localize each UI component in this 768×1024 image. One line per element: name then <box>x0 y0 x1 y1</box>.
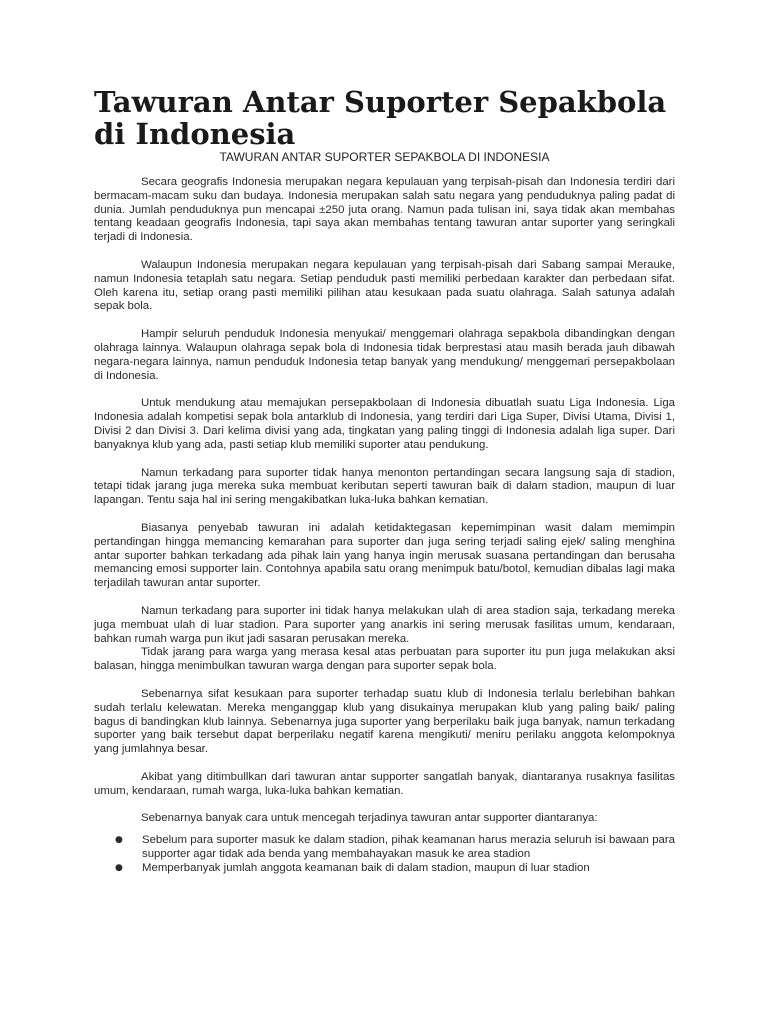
paragraph: Tidak jarang para warga yang merasa kesal atas perbuatan para suporter itu pun juga melakukan aksi balasan, hingga menimbulkan tawuran warga dengan para suporter sepak bola. <box>94 646 675 673</box>
paragraph: Biasanya penyebab tawuran ini adalah ketidaktegasan kepemimpinan wasit dalam memimpin pertandingan hingga memancing kemarahan para suporter dan juga sering terjadi saling ejek/ saling menghina antar suporter bahkan terkadang ada pihak lain yang hanya ingin merusak suasana pertandingan dan berusaha memancing emosi supporter lain. Contohnya apabila satu orang menimpuk batu/botol, kemudian dibalas lagi maka terjadilah tawuran antar suporter. <box>94 521 675 590</box>
paragraph: Untuk mendukung atau memajukan persepakbolaan di Indonesia dibuatlah suatu Liga Indonesia. Liga Indonesia adalah kompetisi sepak bola antarklub di Indonesia, yang terdiri dari Liga Super, Divisi Utama, Divisi 1, Divisi 2 dan Divisi 3. Dari kelima divisi yang ada, tingkatan yang paling tinggi di Indonesia adalah liga super. Dari banyaknya klub yang ada, pasti setiap klub memiliki suporter atau pendukung. <box>94 397 675 451</box>
bullet-icon: ● <box>115 862 123 873</box>
document-subtitle: TAWURAN ANTAR SUPORTER SEPAKBOLA DI INDONESIA <box>219 150 550 164</box>
paragraph: Namun terkadang para suporter ini tidak hanya melakukan ulah di area stadion saja, terkadang mereka juga membuat ulah di luar stadion. Para suporter yang anarkis ini sering merusak fasilitas umum, kendaraan, bahkan rumah warga pun ikut jadi sasaran perusakan mereka. <box>94 604 675 645</box>
list-item <box>94 834 675 862</box>
paragraph: Hampir seluruh penduduk Indonesia menyukai/ menggemari olahraga sepakbola dibandingkan dengan olahraga lainnya. Walaupun olahraga sepak bola di Indonesia tidak berprestasi atau masih berada jauh dibawah negara-negara lainnya, namun penduduk Indonesia tetap banyak yang mendukung/ menggemari persepakbolaan di Indonesia. <box>94 328 675 382</box>
paragraph: Namun terkadang para suporter tidak hanya menonton pertandingan secara langsung saja di stadion, tetapi tidak jarang juga mereka suka membuat keributan seperti tawuran baik di dalam stadion, maupun di luar lapangan. Tentu saja hal ini sering mengakibatkan luka-luka bahkan kematian. <box>94 466 675 507</box>
bullet-icon: ● <box>115 835 123 846</box>
document-content <box>94 86 675 876</box>
bullet-list <box>94 834 675 875</box>
paragraph: Secara geografis Indonesia merupakan negara kepulauan yang terpisah-pisah dan Indonesia terdiri dari bermacam-macam suku dan budaya. Indonesia merupakan salah satu negara yang penduduknya paling padat di dunia. Jumlah penduduknya pun mencapai ±250 juta orang. Namun pada tulisan ini, saya tidak akan membahas tentang keadaan geografis Indonesia, tapi saya akan membahas tentang tawuran antar suporter yang seringkali terjadi di Indonesia. <box>94 176 675 244</box>
paragraph: Sebenarnya banyak cara untuk mencegah terjadinya tawuran antar supporter diantaranya: <box>141 812 598 825</box>
list-item <box>94 862 675 876</box>
list-item-text: Sebelum para suporter masuk ke dalam stadion, pihak keamanan harus merazia seluruh isi bawaan para supporter agar tidak ada benda yang membahayakan masuk ke area stadion <box>142 834 675 861</box>
paragraph: Akibat yang ditimbullkan dari tawuran antar supporter sangatlah banyak, diantaranya rusaknya fasilitas umum, kendaraan, rumah warga, luka-luka bahkan kematian. <box>94 770 675 797</box>
list-item-text: Memperbanyak jumlah anggota keamanan baik di dalam stadion, maupun di luar stadion <box>142 861 590 874</box>
paragraph: Walaupun Indonesia merupakan negara kepulauan yang terpisah-pisah dari Sabang sampai Merauke, namun Indonesia tetaplah satu negara. Setiap penduduk pasti memiliki perbedaan karakter dan perbedaan sifat. Oleh karena itu, setiap orang pasti memiliki pilihan atau kesukaan pada suatu olahraga. Salah satunya adalah sepak bola. <box>94 258 675 313</box>
page-title: Tawuran Antar Suporter Sepakbola di Indonesia <box>94 85 667 151</box>
paragraph: Sebenarnya sifat kesukaan para suporter terhadap suatu klub di Indonesia terlalu berlebihan bahkan sudah terlalu kelewatan. Mereka menganggap klub yang disukainya merupakan klub yang paling baik/ paling bagus di bandingkan klub lainnya. Sebenarnya juga suporter yang berperilaku baik juga banyak, namun terkadang suporter yang baik tersebut dapat berperilaku negatif karena mengikuti/ meniru perilaku anggota kelompoknya yang jumlahnya besar. <box>94 687 675 756</box>
